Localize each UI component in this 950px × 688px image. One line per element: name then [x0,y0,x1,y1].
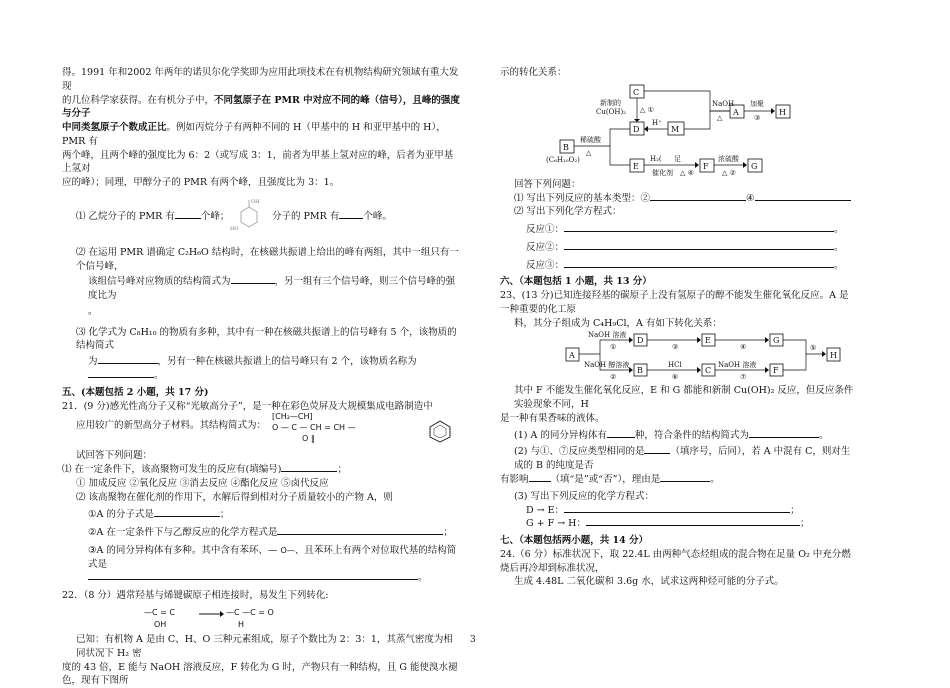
poly-dbl: O ‖ [272,433,356,444]
label-h: H [779,108,786,117]
struct-oh-label: OH [251,199,260,205]
q21-ask: 试回答下列问题： [62,449,460,463]
q21-structure-block [62,413,460,445]
conversion-scheme-1 [500,72,855,176]
answer-blank[interactable] [88,377,154,378]
label-d2: D [637,336,643,345]
svg-text:△ ④: △ ④ [680,169,694,176]
left-column [62,66,460,688]
q21-line: 21．(9 分)感光性高分子又称“光敏高分子”，是一种在彩色荧屏及大规模集成电路制造中 [62,400,460,414]
svg-text:⑦: ⑦ [740,373,746,380]
svg-text:△ ②: △ ② [722,169,736,176]
section-7-heading: 七、（本题包括两小题，共 14 分） [500,534,855,548]
intro-line: 示的转化关系： [500,66,855,80]
answer-blank[interactable] [88,579,418,580]
conversion-scheme-2 [500,330,855,380]
q21-sub: ③A 的同分异构体有多种。其中含有苯环、— O—、且苯环上有两个对位取代基的结构简式是 [62,544,460,572]
intro-line: 得。1991 年和2002 年两年的诺贝尔化学奖即为应用此项技术在有机物结构研究领域有重大发现 [62,66,460,94]
label-f2: F [773,366,779,375]
q2-line: ⑵ 在运用 PMR 谱确定 C₂H₆O 结构时，在核磁共振谱上给出的峰有两组，其中一组只有一个信号峰， [62,246,460,274]
q23-sub: (3) 写出下列反应的化学方程式： [500,490,855,504]
q21-sub: ①A 的分子式是 ； [62,508,460,522]
label-a: A [732,108,739,117]
svg-text:H⁺: H⁺ [652,119,662,127]
answer-blank[interactable] [644,453,670,454]
label-b2: B [637,366,643,375]
label-a2: A [568,351,575,360]
svg-text:⑤: ⑤ [810,344,816,352]
q21-sub: ⑵ 该高聚物在催化剂的作用下，水解后得到相对分子质量较小的产物 A，则 [62,491,460,505]
answer-blank[interactable] [339,218,363,219]
poly-top: [CH₂—CH] [272,411,356,422]
arrow-right-icon [198,609,224,619]
q22-scheme [62,603,460,633]
svg-text:HCl: HCl [668,361,682,369]
intro-bold: 中同类氢原子个数成正比 [62,122,167,133]
q22-line: 度的 43 倍，E 能与 NaOH 溶液反应，F 转化为 G 时，产物只有一种结构，且 G 能使溴水褪色，现有下图所 [62,661,460,688]
svg-text:新制的: 新制的 [600,98,621,107]
q2-line: 。 [62,305,460,319]
answer-blank[interactable] [564,249,834,250]
intro-bold: 不同氢原子在 PMR 中对应不同的峰（信号），且峰的强度与分子 [62,95,460,120]
svg-text:△ ①: △ ① [640,106,654,114]
polymer-structure [272,411,356,444]
answer-heading: 回答下列问题： [500,178,855,192]
q3-line: 为 ，另有一种在核磁共振谱上的信号峰只有 2 个，该物质名称为。 [62,355,460,383]
label-c: C [633,88,639,97]
svg-text:稀硫酸: 稀硫酸 [580,135,602,144]
answer-blank[interactable] [277,534,443,535]
q1-block [62,190,460,232]
svg-text:⑥: ⑥ [672,373,678,380]
page-number: 3 [470,634,476,647]
svg-text:NaOH 溶液: NaOH 溶液 [588,330,626,339]
label-g2: G [773,336,779,345]
q23-eq: G + F → H： ； [500,517,855,531]
q22-line: 22．（8 分）遇常羟基与烯键碳原子相连接时，易发生下列转化: [62,589,460,603]
q21-sub: ⑴ 在一定条件下，该高聚物可发生的反应有(填编号) ； [62,463,460,477]
svg-text:①: ① [610,343,616,351]
svg-text:③: ③ [672,343,678,351]
poly-mid: O — C — CH = CH — [272,422,356,433]
q21-line: 应用较广的新型高分子材料。其结构简式为： [76,419,266,433]
svg-text:②: ② [610,373,616,380]
svg-text:④: ④ [740,343,746,351]
intro-line: 两个峰，且两个峰的强度比为 6：2（或写成 3：1，前者为甲基上氢对应的峰，后者为亚甲基上氢对 [62,149,460,177]
q21-options: ① 加成反应 ②氧化反应 ③消去反应 ④酯化反应 ⑤卤代反应 [62,477,460,491]
scheme-right: —C —C = O [226,607,274,619]
r2-line: ⑵ 写出下列化学方程式： [500,205,855,219]
svg-text:NaOH 醇溶液: NaOH 醇溶液 [584,360,629,369]
answer-blank[interactable] [749,437,819,438]
label-m: M [671,125,679,134]
svg-text:(C₆H₁₀O₂): (C₆H₁₀O₂) [546,156,580,164]
label-b: B [563,143,569,152]
label-h2: H [830,351,837,360]
answer-blank[interactable] [175,218,201,219]
svg-text:Cu(OH)₂: Cu(OH)₂ [596,108,626,116]
q23-sub: 有影响 （填“是”或“否”），理由是 。 [500,473,855,487]
answer-blank[interactable] [650,200,746,201]
label-e: E [633,162,639,171]
q23-eq: D → E： ； [500,504,855,518]
q22-line: 已知：有机物 A 是由 C、H、O 三种元素组成，原子个数比为 2：3：1，其蒸气密度为相同状况下 H₂ 密 [62,633,460,661]
q2-line: 该组信号峰对应物质的结构简式为 ，另一组有三个信号峰，则三个信号峰的强度比为 [62,275,460,303]
label-d: D [633,125,639,134]
scheme-left: —C = C [144,607,175,619]
q23-line: 23、(13 分)已知连接羟基的碳原子上没有氢原子的醇不能发生催化氧化反应。A 是一种重要的化工原 [500,289,855,317]
right-column [500,66,855,589]
svg-text:NaOH 溶液: NaOH 溶液 [718,360,756,369]
svg-text:③: ③ [754,114,760,122]
equation-line: 反应①： 。 [500,223,855,237]
dihydroxy-structure-icon [229,194,269,234]
svg-text:加聚: 加聚 [750,99,764,108]
intro-line: 中同类氢原子个数成正比。例如丙烷分子有两种不同的 H（甲基中的 H 和亚甲基中的 H），PMR 有 [62,121,460,149]
q21-sub: ②A 在一定条件下与乙醇反应的化学方程式是 ； [62,526,460,540]
svg-text:足: 足 [674,154,681,163]
label-e2: E [705,336,711,345]
q23-line: 其中 F 不能发生催化氧化反应，E 和 G 都能和新制 Cu(OH)₂ 反应，但反应条件实验现象不同，H [500,384,855,412]
benzene-ring-icon [427,419,453,443]
answer-blank[interactable] [607,437,635,438]
label-c2: C [705,366,711,375]
label-g: G [751,162,757,171]
intro-line: 应的峰）；同理，甲醇分子的 PMR 有两个峰，且强度比为 3：1。 [62,176,460,190]
scheme-h: H [238,619,244,631]
intro-line: 的几位科学家获得。在有机分子中，不同氢原子在 PMR 中对应不同的峰（信号），且峰的强度与分子 [62,94,460,122]
equation-line: 反应②： 。 [500,241,855,255]
svg-text:H₂(: H₂( [650,155,662,163]
r1-line: ⑴ 写出下列反应的基本类型：② ④ [500,192,855,206]
svg-text:△: △ [717,114,723,122]
answer-blank[interactable] [564,267,834,268]
answer-blank[interactable] [529,481,551,482]
section-5-heading: 五、(本题包括 2 小题，共 17 分) [62,386,460,400]
section-6-heading: 六、（本题包括 1 小题，共 13 分） [500,275,855,289]
svg-text:NaOH: NaOH [712,100,734,108]
equation-line: 反应③： 。 [500,259,855,273]
svg-text:催化剂: 催化剂 [652,168,673,176]
q24-line: 生成 4.48L 二氧化碳和 3.6g 水，试求这两种烃可能的分子式。 [500,575,855,589]
q24-line: 24.（6 分）标准状况下，取 22.4L 由两种气态烃组成的混合物在足量 O₂ 中充分燃烧后再冷却到标准状况， [500,548,855,576]
label-f: F [703,162,709,171]
svg-text:浓硫酸: 浓硫酸 [718,154,740,163]
answer-blank[interactable] [98,363,158,364]
q3-line: ⑶ 化学式为 C₈H₁₀ 的物质有多种，其中有一种在核磁共振谱上的信号峰有 5 个，该物质的结构简式 [62,326,460,354]
q23-line: 料，其分子组成为 C₄H₉Cl，A 有如下转化关系： [500,317,855,331]
q23-sub: (1) A 的同分异构体有 种，符合条件的结构简式为 。 [500,429,855,443]
answer-blank[interactable] [231,283,275,284]
q1-text: ⑴ 乙烷分子的 PMR 有 个峰； [76,210,229,224]
answer-blank[interactable] [660,481,710,482]
svg-text:△: △ [586,149,592,157]
q1-text-2: 分子的 PMR 有 个峰。 [272,210,392,224]
q23-sub: (2) 与①、⑦反应类型相同的是 （填序号，后同），若 A 中混有 C，则对生成的 B 的纯度是否 [500,445,855,473]
q21-sub: 。 [62,571,460,585]
answer-blank[interactable] [564,231,834,232]
scheme-oh: OH [154,619,166,631]
q23-line: 是一种有果香味的液体。 [500,412,855,426]
answer-blank[interactable] [281,471,337,472]
answer-blank[interactable] [154,516,220,517]
answer-blank[interactable] [564,512,790,513]
struct-ho-label: HO [230,226,238,232]
answer-blank[interactable] [755,200,851,201]
answer-blank[interactable] [586,525,800,526]
